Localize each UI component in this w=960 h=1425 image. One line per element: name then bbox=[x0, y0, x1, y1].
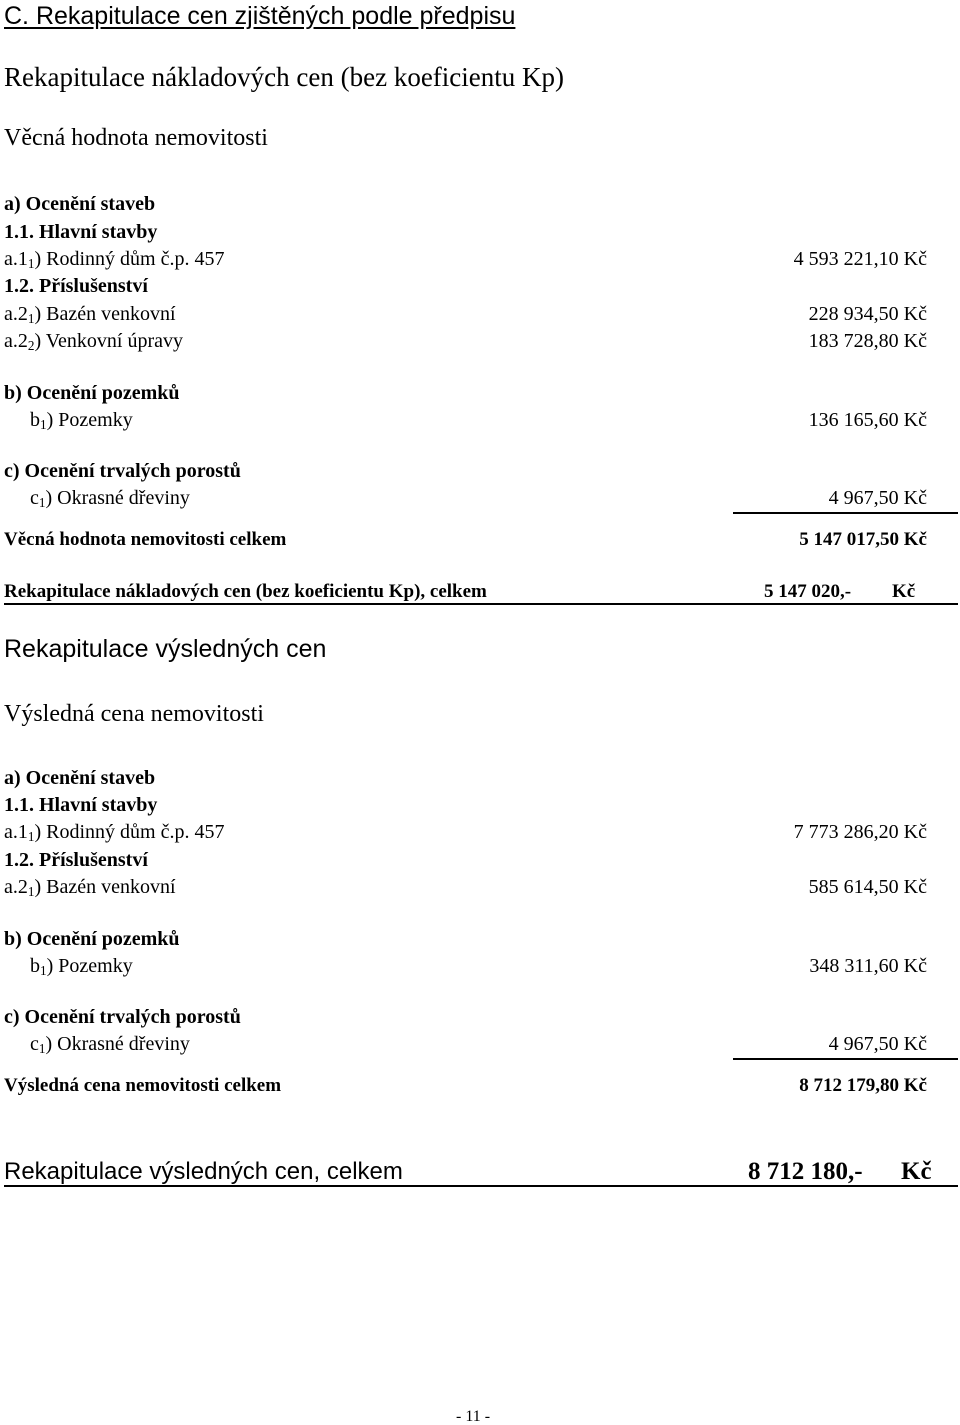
s2-c-heading: c) Ocenění trvalých porostů bbox=[4, 1006, 241, 1028]
page-title: C. Rekapitulace cen zjištěných podle předpisu bbox=[4, 2, 516, 30]
s1-c-heading: c) Ocenění trvalých porostů bbox=[4, 460, 241, 482]
s1-item-a1-1: a.11) Rodinný dům č.p. 457 bbox=[4, 248, 225, 272]
s1-item-c1: c1) Okrasné dřeviny bbox=[30, 487, 190, 511]
s2-item-a2-1: a.21) Bazén venkovní bbox=[4, 876, 176, 900]
s2-value-a2-1: 585 614,50 Kč bbox=[808, 876, 927, 898]
page-number: - 11 - bbox=[456, 1408, 491, 1425]
s2-value-b1: 348 311,60 Kč bbox=[809, 955, 927, 977]
s1-grand-value: 5 147 020,- bbox=[764, 581, 852, 602]
s1-value-a2-2: 183 728,80 Kč bbox=[808, 330, 927, 352]
section1-subheading: Věcná hodnota nemovitosti bbox=[4, 125, 268, 151]
s1-total-value: 5 147 017,50 Kč bbox=[799, 529, 927, 550]
s2-grand-value: 8 712 180,- bbox=[748, 1158, 863, 1185]
s1-value-b1: 136 165,60 Kč bbox=[808, 409, 927, 431]
s1-value-a2-1: 228 934,50 Kč bbox=[808, 303, 927, 325]
section2-heading: Rekapitulace výsledných cen bbox=[4, 635, 327, 663]
s2-item-b1: b1) Pozemky bbox=[30, 955, 133, 979]
s2-grand-label: Rekapitulace výsledných cen, celkem bbox=[4, 1158, 403, 1185]
s1-a1-heading: 1.1. Hlavní stavby bbox=[4, 221, 158, 243]
s1-grand-unit: Kč bbox=[892, 581, 916, 602]
s2-item-c1: c1) Okrasné dřeviny bbox=[30, 1033, 190, 1057]
s2-item-a1-1: a.11) Rodinný dům č.p. 457 bbox=[4, 821, 225, 845]
s2-total-label: Výsledná cena nemovitosti celkem bbox=[4, 1075, 282, 1096]
s1-a2-heading: 1.2. Příslušenství bbox=[4, 275, 148, 297]
s2-a2-heading: 1.2. Příslušenství bbox=[4, 849, 148, 871]
s2-grand-unit: Kč bbox=[901, 1158, 932, 1185]
s2-b-heading: b) Ocenění pozemků bbox=[4, 928, 180, 950]
s2-a-heading: a) Ocenění staveb bbox=[4, 767, 156, 789]
s1-item-b1: b1) Pozemky bbox=[30, 409, 133, 433]
s2-a1-heading: 1.1. Hlavní stavby bbox=[4, 794, 158, 816]
s2-total-value: 8 712 179,80 Kč bbox=[799, 1075, 927, 1096]
s2-grand-rule bbox=[4, 1185, 958, 1187]
s1-grand-label: Rekapitulace nákladových cen (bez koeficientu Kp), celkem bbox=[4, 581, 487, 602]
s1-b-heading: b) Ocenění pozemků bbox=[4, 382, 180, 404]
s1-subtotal-rule bbox=[733, 512, 958, 514]
s1-total-label: Věcná hodnota nemovitosti celkem bbox=[4, 529, 287, 550]
s2-value-c1: 4 967,50 Kč bbox=[828, 1033, 927, 1055]
s2-subtotal-rule bbox=[733, 1058, 958, 1060]
s1-item-a2-1: a.21) Bazén venkovní bbox=[4, 303, 176, 327]
s1-value-a1-1: 4 593 221,10 Kč bbox=[793, 248, 927, 270]
s1-value-c1: 4 967,50 Kč bbox=[828, 487, 927, 509]
s1-item-a2-2: a.22) Venkovní úpravy bbox=[4, 330, 183, 354]
s1-a-heading: a) Ocenění staveb bbox=[4, 193, 156, 215]
s2-value-a1-1: 7 773 286,20 Kč bbox=[793, 821, 927, 843]
s1-grand-rule bbox=[4, 603, 958, 605]
section2-subheading: Výsledná cena nemovitosti bbox=[4, 701, 264, 727]
section1-heading: Rekapitulace nákladových cen (bez koeficientu Kp) bbox=[4, 62, 564, 92]
